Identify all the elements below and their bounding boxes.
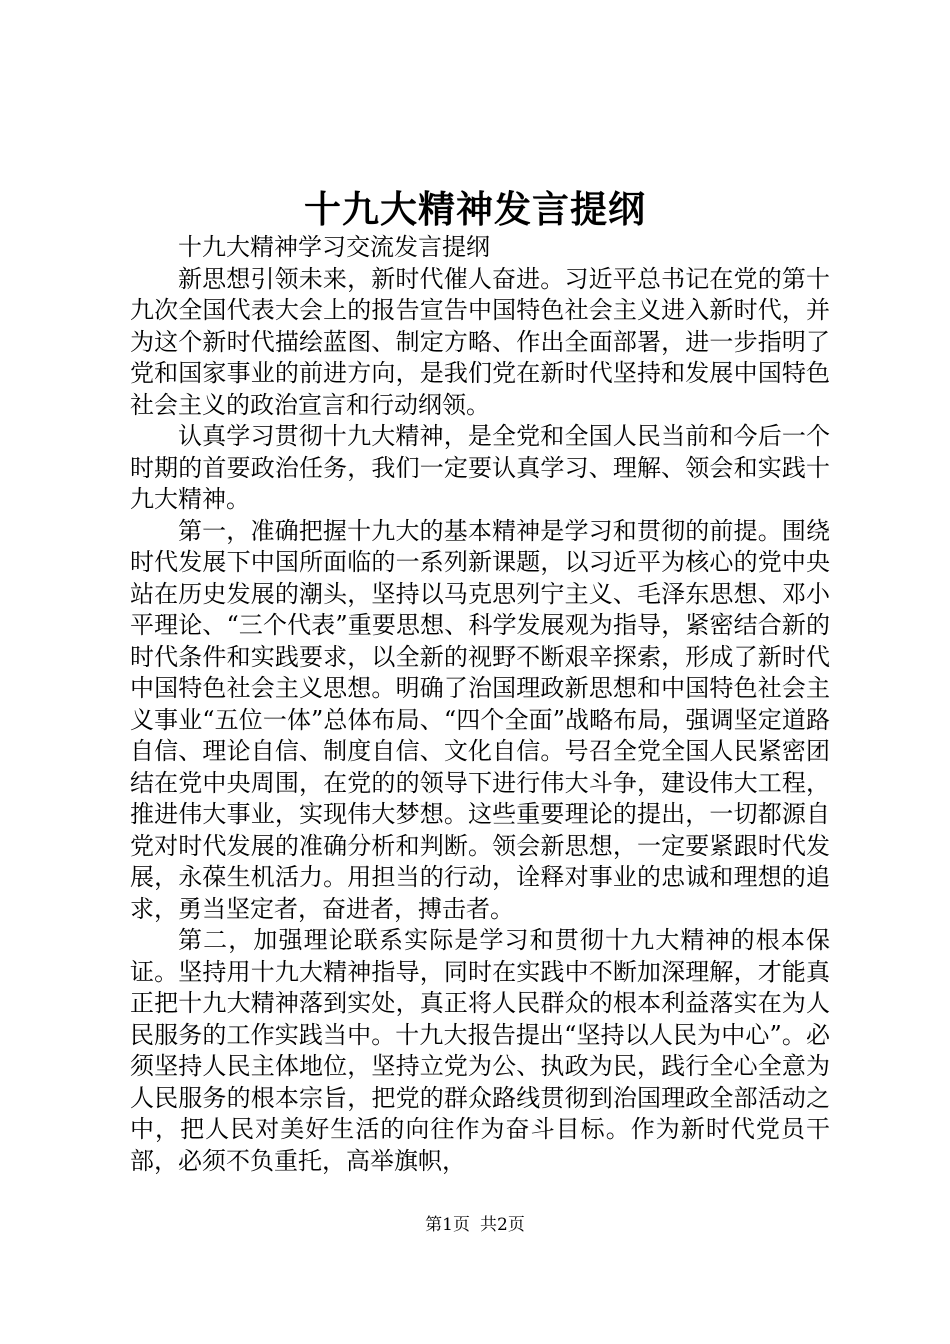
body-paragraph: 认真学习贯彻十九大精神，是全党和全国人民当前和今后一个时期的首要政治任务，我们一定要认真学习、理解、领会和实践十九大精神。 [130,422,830,513]
document-body [130,232,830,1177]
body-paragraph: 第一，准确把握十九大的基本精神是学习和贯彻的前提。围绕时代发展下中国所面临的一系列新课题，以习近平为核心的党中央站在历史发展的潮头，坚持以马克思列宁主义、毛泽东思想、邓小平理论、“三个代表”重要思想、科学发展观为指导，紧密结合新的时代条件和实践要求，以全新的视野不断艰辛探索，形成了新时代中国特色社会主义思想。明确了治国理政新思想和中国特色社会主义事业“五位一体”总体布局、“四个全面”战略布局，强调坚定道路自信、理论自信、制度自信、文化自信。号召全党全国人民紧密团结在党中央周围，在党的的领导下进行伟大斗争，建设伟大工程，推进伟大事业，实现伟大梦想。这些重要理论的提出，一切都源自党对时代发展的准确分析和判断。领会新思想，一定要紧跟时代发展，永葆生机活力。用担当的行动，诠释对事业的忠诚和理想的追求，勇当坚定者，奋进者，搏击者。 [130,516,830,923]
document-title: 十九大精神发言提纲 [304,187,646,231]
page-number-current: 第1页 [425,1215,470,1235]
body-paragraph: 第二，加强理论联系实际是学习和贯彻十九大精神的根本保证。坚持用十九大精神指导，同时在实践中不断加深理解，才能真正把十九大精神落到实处，真正将人民群众的根本利益落实在为人民服务的工作实践当中。十九大报告提出“坚持以人民为中心”。必须坚持人民主体地位，坚持立党为公、执政为民，践行全心全意为人民服务的根本宗旨，把党的群众路线贯彻到治国理政全部活动之中，把人民对美好生活的向往作为奋斗目标。作为新时代党员干部，必须不负重托，高举旗帜， [130,926,830,1175]
body-paragraph: 新思想引领未来，新时代催人奋进。习近平总书记在党的第十九次全国代表大会上的报告宣告中国特色社会主义进入新时代，并为这个新时代描绘蓝图、制定方略、作出全面部署，进一步指明了党和国家事业的前进方向，是我们党在新时代坚持和发展中国特色社会主义的政治宣言和行动纲领。 [130,264,830,419]
subtitle-paragraph: 十九大精神学习交流发言提纲 [178,233,490,261]
page-number-total: 共2页 [480,1215,525,1235]
page-footer [0,1213,950,1237]
